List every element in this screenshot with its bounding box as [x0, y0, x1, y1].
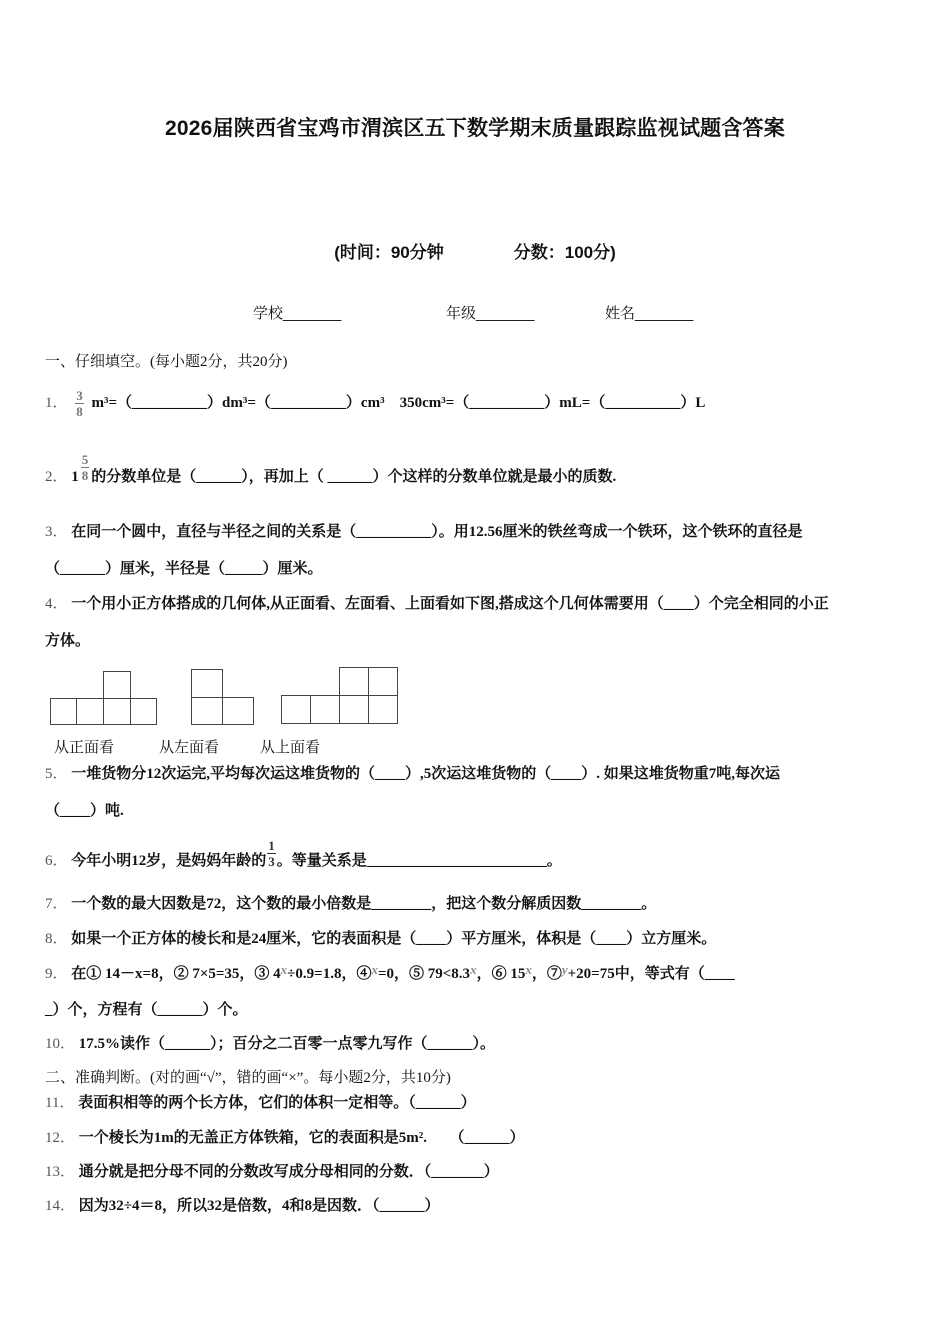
- question-text: 一个棱长为1m的无盖正方体铁箱，它的表面积是5m². （______）: [78, 1130, 525, 1146]
- variable: x: [470, 962, 477, 977]
- name-field[interactable]: 姓名_______: [605, 305, 694, 322]
- question-text: 今年小明12岁，是妈妈年龄的: [71, 852, 267, 869]
- variable: x: [371, 962, 378, 977]
- exam-meta: [0, 238, 950, 263]
- question-number: 6．: [45, 852, 68, 869]
- question-number: 7．: [45, 896, 68, 912]
- question-8: [45, 927, 716, 948]
- question-text: 一个用小正方体搭成的几何体,从正面看、左面看、上面看如下图,搭成这个几何体需要用（____）个完全相同的小正: [71, 596, 829, 612]
- question-text: 因为32÷4＝8，所以32是倍数，4和8是因数．（______）: [78, 1198, 440, 1214]
- question-text: 表面积相等的两个长方体，它们的体积一定相等。（______）: [78, 1095, 476, 1111]
- left-view-caption: 从左面看: [159, 739, 220, 756]
- variable: x: [280, 962, 288, 977]
- question-text: ÷0.9=1.8，④: [287, 966, 372, 982]
- question-4-line-1: [45, 592, 829, 613]
- question-4-line-2: 方体。: [45, 633, 91, 649]
- question-number: 10．: [45, 1036, 76, 1052]
- question-2: [45, 452, 617, 493]
- question-text: m³=（__________）dm³=（__________）cm³ 350cm³=（__________）mL=（__________）L: [91, 394, 706, 411]
- question-10: [45, 1032, 495, 1053]
- front-view-caption: 从正面看: [54, 739, 115, 756]
- question-number: 1．: [45, 394, 68, 411]
- question-text: ，⑥ 15: [476, 966, 526, 982]
- question-number: 9．: [45, 966, 68, 982]
- question-6: [45, 838, 562, 877]
- question-text: 一个数的最大因数是72，这个数的最小倍数是________，把这个数分解质因数________。: [71, 896, 657, 912]
- question-text: ，⑦: [531, 966, 562, 982]
- section-1-heading: 一、仔细填空。(每小题2分，共20分): [45, 354, 288, 370]
- question-13: [45, 1160, 499, 1181]
- question-text-2: 。等量关系是________________________。: [276, 852, 562, 869]
- question-number: 5．: [45, 766, 68, 782]
- question-number: 12．: [45, 1130, 76, 1146]
- question-number: 8．: [45, 931, 68, 947]
- grade-field[interactable]: 年级_______: [446, 305, 535, 322]
- question-14: [45, 1194, 440, 1215]
- school-field[interactable]: 学校_______: [253, 305, 342, 322]
- mixed-whole: 1: [71, 468, 79, 485]
- fraction: $\frac{5}{8}$: [81, 452, 89, 483]
- question-9-line-1: [45, 962, 735, 983]
- question-12: [45, 1126, 525, 1147]
- question-5-line-2: （____）吨.: [45, 803, 124, 819]
- question-text: 在同一个圆中，直径与半径之间的关系是（__________）。用12.56厘米的铁丝弯成一个铁环，这个铁环的直径是: [71, 524, 803, 540]
- question-9-line-2: _）个，方程有（______）个。: [45, 1002, 248, 1018]
- question-number: 13．: [45, 1164, 76, 1180]
- question-text: 一堆货物分12次运完,平均每次运这堆货物的（____）,5次运这堆货物的（____）. 如果这堆货物重7吨,每次运: [71, 766, 781, 782]
- fraction: $\frac{3}{8}$: [76, 388, 83, 419]
- question-number: 2．: [45, 468, 68, 485]
- question-number: 14．: [45, 1198, 76, 1214]
- question-number: 3．: [45, 524, 68, 540]
- question-number: 11．: [45, 1095, 75, 1111]
- question-5-line-1: [45, 762, 780, 783]
- question-11: [45, 1091, 476, 1112]
- section-2-heading: 二、准确判断。(对的画“√”，错的画“×”。每小题2分，共10分): [45, 1070, 451, 1086]
- question-text: 在① 14－x=8，② 7×5=35，③ 4: [71, 966, 281, 982]
- question-7: [45, 892, 656, 913]
- variable: x: [525, 962, 532, 977]
- question-text: =0，⑤ 79<8.3: [377, 966, 471, 982]
- score-label: 分数：100分): [513, 243, 616, 262]
- question-text: 通分就是把分母不同的分数改写成分母相同的分数．（_______）: [78, 1164, 499, 1180]
- time-label: (时间：90分钟: [334, 243, 444, 262]
- variable: y: [561, 962, 568, 977]
- question-text: 的分数单位是（______），再加上（ ______）个这样的分数单位就是最小的质数.: [91, 468, 617, 485]
- question-number: 4．: [45, 596, 68, 612]
- question-1: [45, 388, 705, 419]
- question-text: 17.5%读作（______）；百分之二百零一点零九写作（______）。: [78, 1036, 496, 1052]
- question-text: 如果一个正方体的棱长和是24厘米，它的表面积是（____）平方厘米，体积是（____）立方厘米。: [71, 931, 717, 947]
- top-view-caption: 从上面看: [260, 739, 321, 756]
- question-3-line-1: [45, 520, 803, 541]
- document-title: 2026届陕西省宝鸡市渭滨区五下数学期末质量跟踪监视试题含答案: [165, 117, 785, 140]
- question-3-line-2: （______）厘米，半径是（_____）厘米。: [45, 561, 323, 577]
- fraction: $\frac{1}{3}$: [268, 838, 275, 869]
- question-text: +20=75中，等式有（____: [567, 966, 735, 982]
